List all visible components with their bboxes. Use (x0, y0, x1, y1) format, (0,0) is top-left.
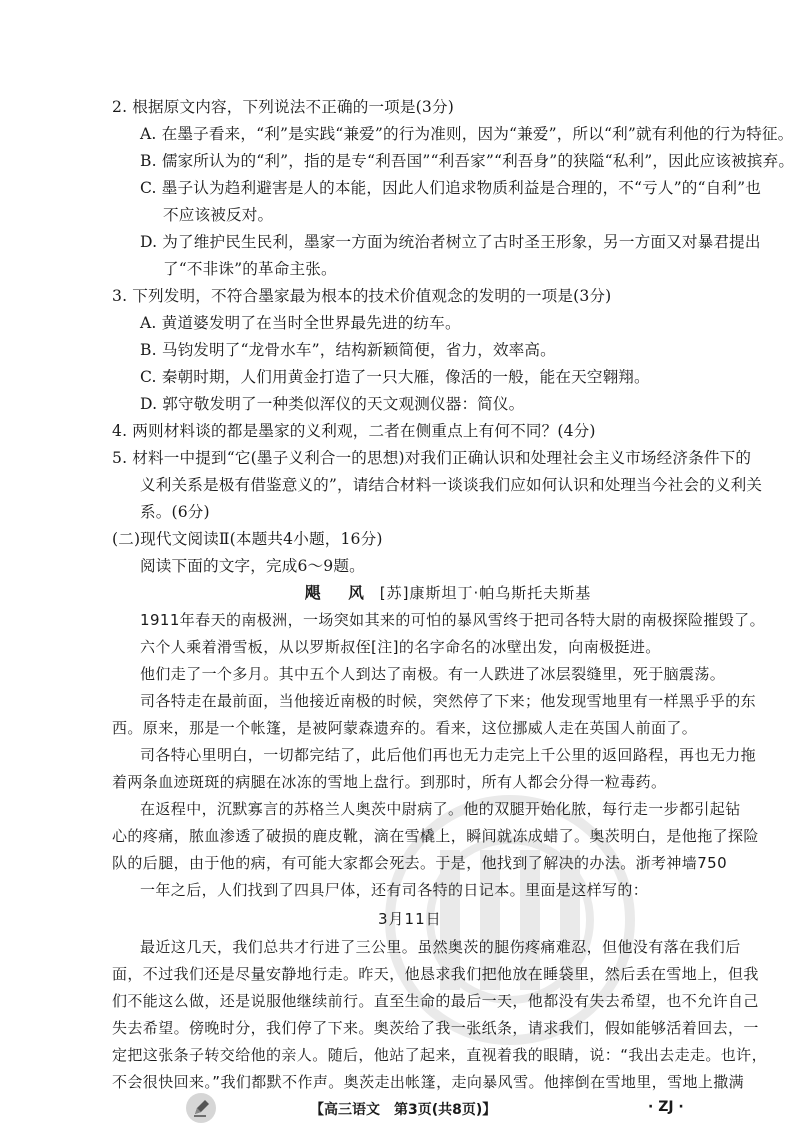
story-title: 飓 风 (305, 583, 370, 602)
section-heading: (二)现代文阅读Ⅱ(本题共4小题，16分) (112, 530, 383, 548)
story-title-line (305, 583, 591, 603)
story-paragraph-8-line1: 最近这几天，我们总共才行进了三公里。虽然奥茨的腿伤疼痛难忍，但他没有落在我们后 (140, 938, 741, 956)
story-paragraph-8-line4: 失去希望。傍晚时分，我们停了下来。奥茨给了我一张纸条，请求我们，假如能够活着回去，一 (112, 1019, 759, 1037)
story-paragraph-6-line2: 心的疼痛，脓血渗透了破损的鹿皮靴，滴在雪橇上，瞬间就冻成蜡了。奥茨明白，是他拖了探险 (112, 827, 759, 845)
story-paragraph-4-line1: 司各特走在最前面，当他接近南极的时候，突然停了下来；他发现雪地里有一样黑乎乎的东 (140, 692, 757, 710)
story-paragraph-5-line2: 着两条血迹斑斑的病腿在冰冻的雪地上盘行。到那时，所有人都会分得一粒毒药。 (112, 773, 667, 791)
story-paragraph-7: 一年之后，人们找到了四具尸体，还有司各特的日记本。里面是这样写的： (140, 881, 649, 899)
footer-page-label: 【高三语文 第3页(共8页)】 (310, 1102, 497, 1118)
story-paragraph-8-line5: 定把这张条子转交给他的亲人。随后，他站了起来，直视着我的眼睛，说：“我出去走走。也许， (112, 1046, 767, 1064)
section-instruction: 阅读下面的文字，完成6～9题。 (140, 557, 365, 575)
story-paragraph-8-line6: 不会很快回来。”我们都默不作声。奥茨走出帐篷，走向暴风雪。他摔倒在雪地里，雪地上撒满 (112, 1073, 745, 1091)
story-paragraph-8-line3: 们不能这么做，还是说服他继续前行。直至生命的最后一天，他都没有失去希望，也不允许自己 (112, 992, 759, 1010)
q3-option-c: C. 秦朝时期，人们用黄金打造了一只大雁，像活的一般，能在天空翱翔。 (140, 368, 650, 386)
q4-stem: 4. 两则材料谈的都是墨家的义利观，二者在侧重点上有何不同？(4分) (112, 422, 596, 440)
story-author: [苏]康斯坦丁·帕乌斯托夫斯基 (379, 584, 592, 602)
story-paragraph-6-line3 (112, 853, 727, 873)
q2-option-a: A. 在墨子看来，“利”是实践“兼爱”的行为准则，因为“兼爱”，所以“利”就有利他的行为特征。 (140, 125, 794, 143)
story-paragraph-4-line2: 西。原来，那是一个帐篷，是被阿蒙森遗弃的。看来，这位挪威人走在英国人前面了。 (112, 719, 698, 737)
q5-line3: 系。(6分) (140, 503, 210, 521)
q5-line2: 义利关系是极有借鉴意义的”，请结合材料一谈谈我们应如何认识和处理当今社会的义利关 (140, 476, 763, 494)
story-paragraph-5-line1: 司各特心里明白，一切都完结了，此后他们再也无力走完上千公里的返回路程，再也无力拖 (140, 746, 757, 764)
q3-option-d: D. 郭守敬发明了一种类似浑仪的天文观测仪器：简仪。 (140, 395, 525, 413)
diary-date: 3月11日 (378, 910, 442, 928)
story-paragraph-3: 他们走了一个多月。其中五个人到达了南极。有一人跌进了冰层裂缝里，死于脑震荡。 (140, 665, 726, 683)
story-paragraph-8-line2: 面，不过我们还是尽量安静地行走。昨天，他恳求我们把他放在睡袋里，然后丢在雪地上，但我 (112, 965, 759, 983)
story-inline-mark: 浙考神墙750 (635, 854, 728, 872)
q5-line1: 5. 材料一中提到“它(墨子义利合一的思想)对我们正确认识和处理社会主义市场经济条件下的 (112, 449, 752, 467)
q2-option-c-line1: C. 墨子认为趋利避害是人的本能，因此人们追求物质利益是合理的，不“亏人”的“自利”也 (140, 179, 762, 197)
q2-option-d-line1: D. 为了维护民生民利，墨家一方面为统治者树立了古时圣王形象，另一方面又对暴君提出 (140, 233, 761, 251)
footer-region-code: · ZJ · (648, 1099, 684, 1115)
q2-option-b: B. 儒家所认为的“利”，指的是专“利吾国”“利吾家”“利吾身”的狭隘“私利”，因此应该被摈弃。 (140, 152, 795, 170)
q3-stem: 3. 下列发明，不符合墨家最为根本的技术价值观念的发明的一项是(3分) (112, 287, 612, 305)
q2-stem: 2. 根据原文内容，下列说法不正确的一项是(3分) (112, 98, 454, 116)
q2-option-c-line2: 不应该被反对。 (163, 206, 274, 224)
q2-option-d-line2: 了“不非诛”的革命主张。 (163, 260, 337, 278)
story-paragraph-2: 六个人乘着滑雪板，从以罗斯叔侄[注]的名字命名的冰壁出发，向南极挺进。 (140, 638, 661, 656)
story-paragraph-1: 1911年春天的南极洲，一场突如其来的可怕的暴风雪终于把司各特大尉的南极探险摧毁了。 (140, 611, 765, 629)
page-footer (0, 1094, 800, 1124)
q3-option-b: B. 马钧发明了“龙骨水车”，结构新颖简便，省力，效率高。 (140, 341, 556, 359)
story-paragraph-6-line1: 在返程中，沉默寡言的苏格兰人奥茨中尉病了。他的双腿开始化脓，每行走一步都引起钻 (140, 800, 741, 818)
story-paragraph-6-line3-text: 队的后腿，由于他的病，有可能大家都会死去。于是，他找到了解决的办法。 (112, 854, 636, 872)
q3-option-a: A. 黄道婆发明了在当时全世界最先进的纺车。 (140, 314, 461, 332)
